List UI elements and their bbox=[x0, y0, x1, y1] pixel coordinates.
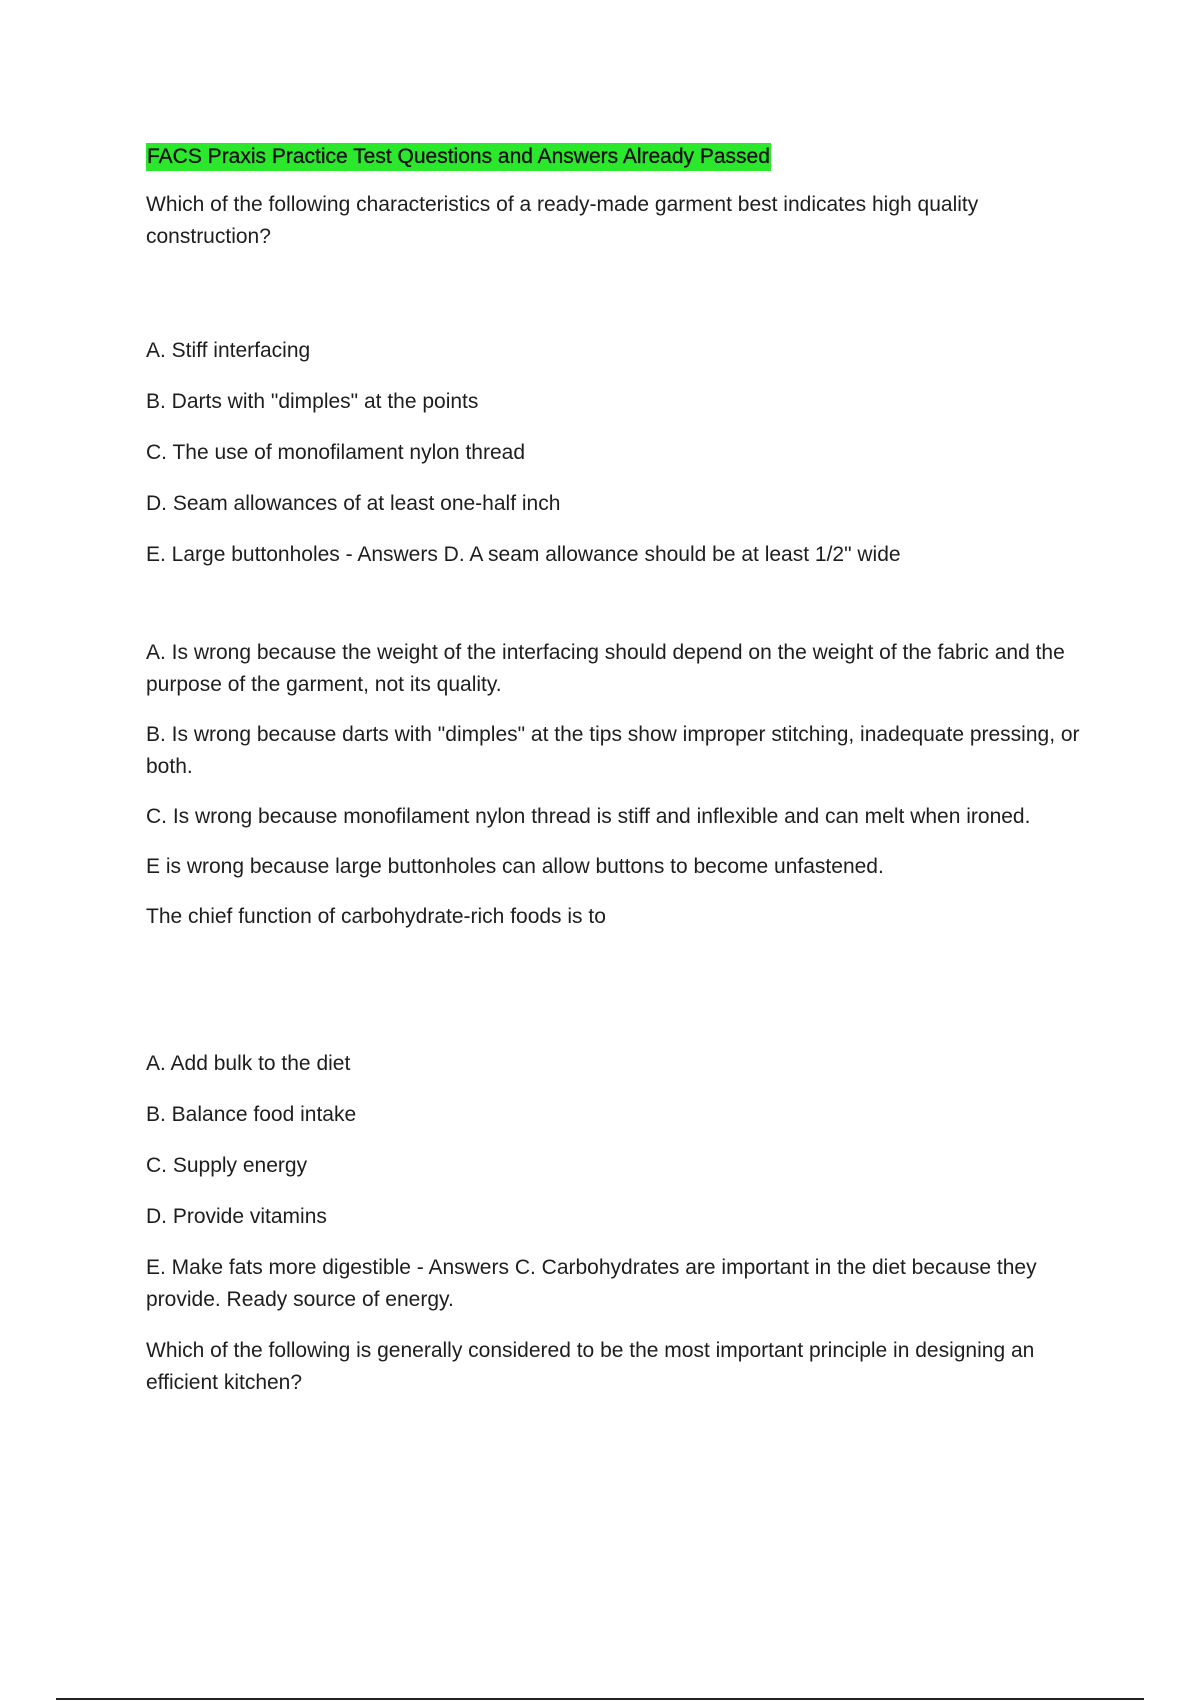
question-3: Which of the following is generally considered to be the most important principle in designing an efficient kitchen? bbox=[146, 1339, 1035, 1394]
question-2: The chief function of carbohydrate-rich foods is to bbox=[146, 905, 606, 928]
q2-option-e-answer: E. Make fats more digestible - Answers C. Carbohydrates are important in the diet because they provide. Ready source of energy. bbox=[146, 1256, 1037, 1311]
document-title: FACS Praxis Practice Test Questions and Answers Already Passed bbox=[146, 143, 771, 171]
q1-option-a: A. Stiff interfacing bbox=[146, 339, 311, 362]
q1-option-e-answer: E. Large buttonholes - Answers D. A seam allowance should be at least 1/2" wide bbox=[146, 543, 901, 566]
document-body bbox=[146, 143, 1096, 1418]
q2-option-b: B. Balance food intake bbox=[146, 1103, 357, 1126]
question-1: Which of the following characteristics of a ready-made garment best indicates high quality construction? bbox=[146, 193, 979, 248]
q1-option-b: B. Darts with "dimples" at the points bbox=[146, 390, 479, 413]
q1-option-d: D. Seam allowances of at least one-half inch bbox=[146, 492, 561, 515]
q1-explanation-c: C. Is wrong because monofilament nylon thread is stiff and inflexible and can melt when ironed. bbox=[146, 805, 1031, 828]
q1-explanation-b: B. Is wrong because darts with "dimples" at the tips show improper stitching, inadequate pressing, or both. bbox=[146, 723, 1080, 778]
q2-option-d: D. Provide vitamins bbox=[146, 1205, 327, 1228]
q2-option-c: C. Supply energy bbox=[146, 1154, 308, 1177]
q1-option-c: C. The use of monofilament nylon thread bbox=[146, 441, 525, 464]
q1-explanation-a: A. Is wrong because the weight of the interfacing should depend on the weight of the fabric and the purpose of the garment, not its quality. bbox=[146, 641, 1065, 696]
q2-option-a: A. Add bulk to the diet bbox=[146, 1052, 351, 1075]
q1-explanation-e: E is wrong because large buttonholes can allow buttons to become unfastened. bbox=[146, 855, 884, 878]
